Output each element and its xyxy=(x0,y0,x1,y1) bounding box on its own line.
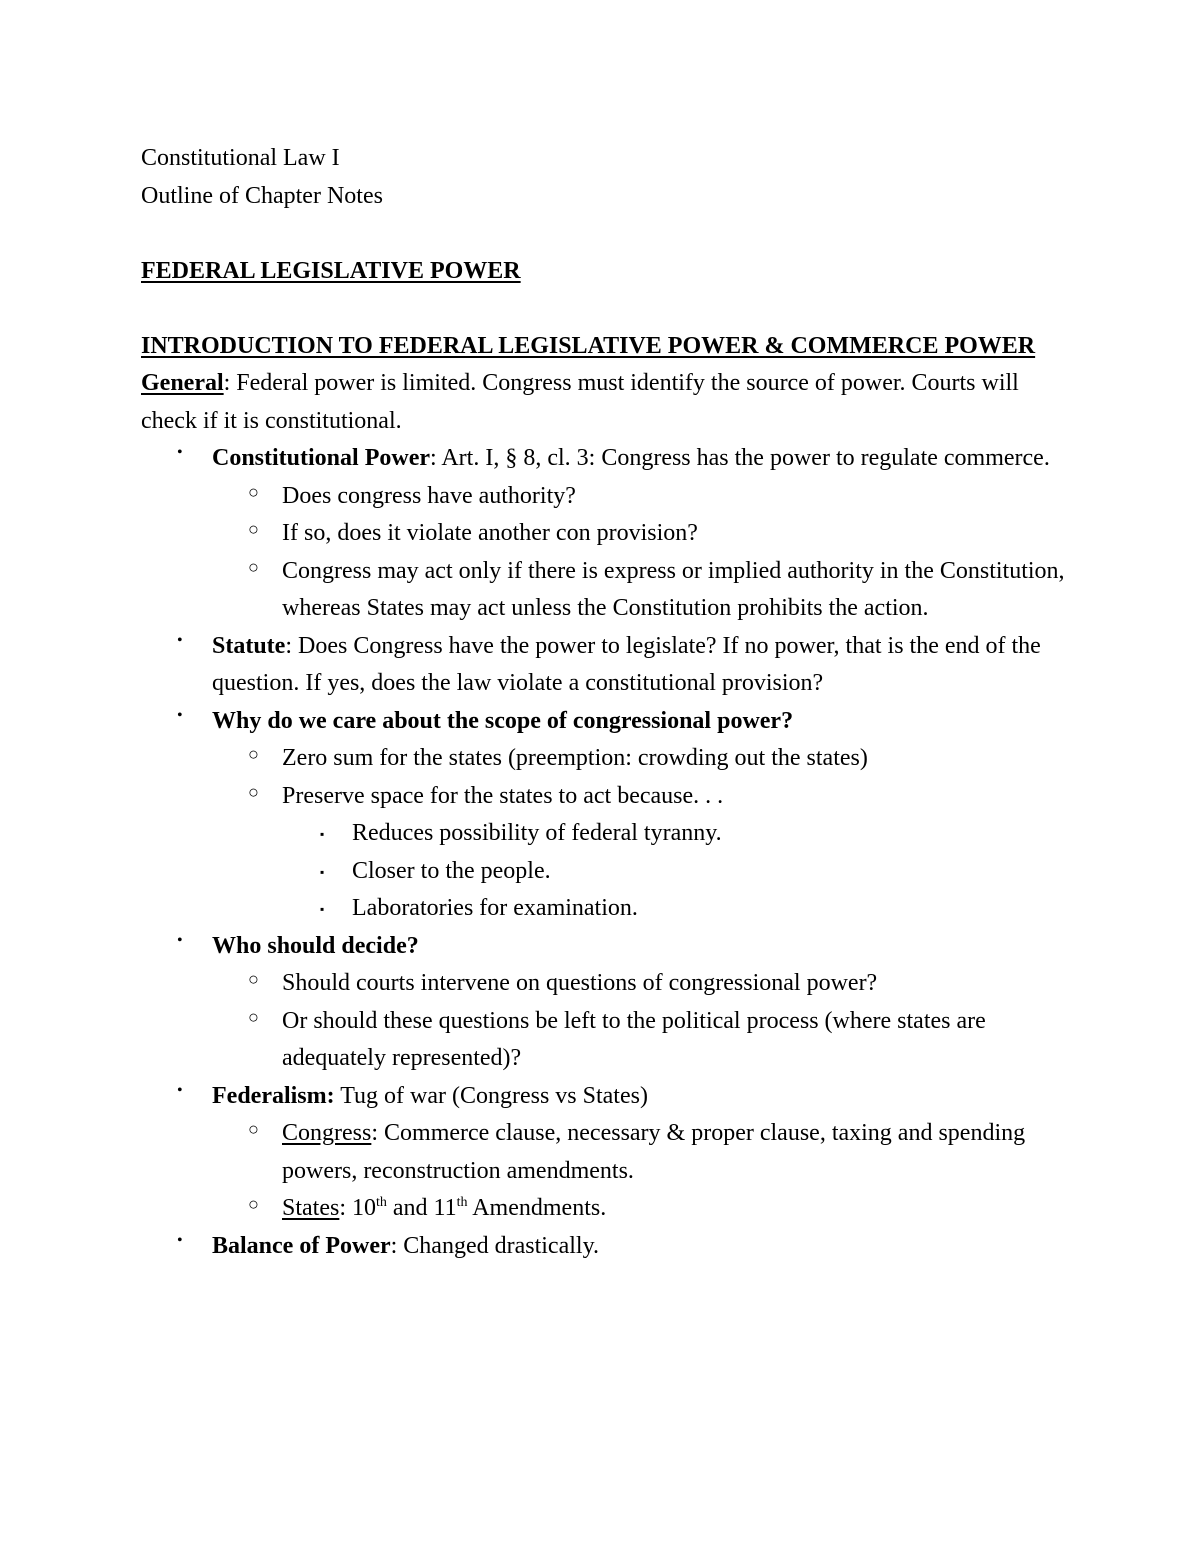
circle-bullet-icon: ○ xyxy=(248,1194,259,1214)
item-text: and 11 xyxy=(386,1195,457,1221)
circle-bullet-icon: ○ xyxy=(248,781,259,802)
item-text: Preserve space for the states to act because. . . xyxy=(282,782,724,809)
list-item xyxy=(141,478,1071,516)
list-item xyxy=(141,928,1071,966)
bullet-icon: • xyxy=(177,931,183,949)
item-text: : Does Congress have the power to legislate? If no power, that is the end of the question. If yes, does the law violate a constitutional provision? xyxy=(212,632,1041,696)
list-item xyxy=(141,515,1071,553)
list-item xyxy=(141,965,1071,1003)
item-text: : Art. I, § 8, cl. 3: Congress has the power to regulate commerce. xyxy=(430,445,1050,471)
doc-subtitle: Outline of Chapter Notes xyxy=(141,182,383,209)
item-text: Zero sum for the states (preemption: crowding out the states) xyxy=(282,745,868,771)
bullet-icon: • xyxy=(177,631,183,649)
item-text: Laboratories for examination. xyxy=(352,895,638,921)
list-item xyxy=(141,553,1071,628)
bullet-icon: • xyxy=(177,444,183,461)
list-item xyxy=(141,1190,1071,1228)
item-label: Who should decide? xyxy=(212,932,419,959)
item-text: Closer to the people. xyxy=(352,857,551,884)
list-item xyxy=(141,628,1071,703)
item-text: : Commerce clause, necessary & proper clause, taxing and spending powers, reconstruction amendments. xyxy=(282,1120,1026,1184)
square-bullet-icon: ▪ xyxy=(320,902,325,916)
item-label: Why do we care about the scope of congressional power xyxy=(212,707,782,734)
item-text: Reduces possibility of federal tyranny. xyxy=(352,820,722,846)
item-label: Federalism: xyxy=(212,1082,335,1109)
list-item xyxy=(141,1078,1071,1116)
item-label: Balance of Power xyxy=(212,1232,391,1259)
list-item xyxy=(141,815,1071,853)
list-item xyxy=(141,1115,1071,1190)
circle-bullet-icon: ○ xyxy=(248,556,259,577)
item-text: Amendments. xyxy=(467,1195,607,1221)
bullet-icon: • xyxy=(177,706,183,724)
general-text: : Federal power is limited. Congress must identify the source of power. Courts will check if it is constitutional. xyxy=(141,370,1019,434)
circle-bullet-icon: ○ xyxy=(248,1006,259,1027)
square-bullet-icon: ▪ xyxy=(320,864,325,879)
general-paragraph xyxy=(141,365,1071,440)
bullet-icon: • xyxy=(177,1231,183,1249)
list-item xyxy=(141,853,1071,891)
list-item xyxy=(141,778,1071,816)
general-label: General xyxy=(141,370,224,396)
outline-list xyxy=(141,440,1071,1265)
item-label: Statute xyxy=(212,632,286,659)
item-text: : 10 xyxy=(339,1195,376,1221)
list-item xyxy=(141,890,1071,928)
list-item xyxy=(141,440,1071,478)
item-text: Or should these questions be left to the political process (where states are adequately represented)? xyxy=(282,1007,986,1071)
item-text: : Changed drastically. xyxy=(390,1232,600,1259)
ordinal-suffix: th xyxy=(456,1195,468,1210)
item-text: If so, does it violate another con provision? xyxy=(282,520,698,546)
circle-bullet-icon: ○ xyxy=(248,481,259,502)
item-text: Does congress have authority? xyxy=(282,482,576,509)
item-label: States xyxy=(282,1195,340,1221)
ordinal-suffix: th xyxy=(376,1195,387,1210)
list-item xyxy=(141,1003,1071,1078)
item-label: Congress xyxy=(282,1120,372,1146)
document-page xyxy=(141,140,1071,1265)
square-bullet-icon: ▪ xyxy=(320,827,325,841)
circle-bullet-icon: ○ xyxy=(248,969,259,989)
list-item xyxy=(141,703,1071,741)
item-label: Constitutional Power xyxy=(212,445,430,471)
item-text: Congress may act only if there is express or implied authority in the Constitution, whereas States may act unless the Constitution prohibits the action. xyxy=(282,557,1065,621)
circle-bullet-icon: ○ xyxy=(248,1119,259,1139)
section-heading: FEDERAL LEGISLATIVE POWER xyxy=(141,257,521,284)
item-text: Tug of war (Congress vs States) xyxy=(334,1082,648,1109)
item-text: Should courts intervene on questions of congressional power? xyxy=(282,970,878,996)
list-item xyxy=(141,1228,1071,1266)
subsection-heading: INTRODUCTION TO FEDERAL LEGISLATIVE POWER & COMMERCE POWER xyxy=(141,332,1036,359)
list-item xyxy=(141,740,1071,778)
circle-bullet-icon: ○ xyxy=(248,744,259,764)
circle-bullet-icon: ○ xyxy=(248,519,259,539)
bullet-icon: • xyxy=(177,1081,183,1099)
doc-title: Constitutional Law I xyxy=(141,145,340,171)
item-text: ? xyxy=(781,707,794,734)
